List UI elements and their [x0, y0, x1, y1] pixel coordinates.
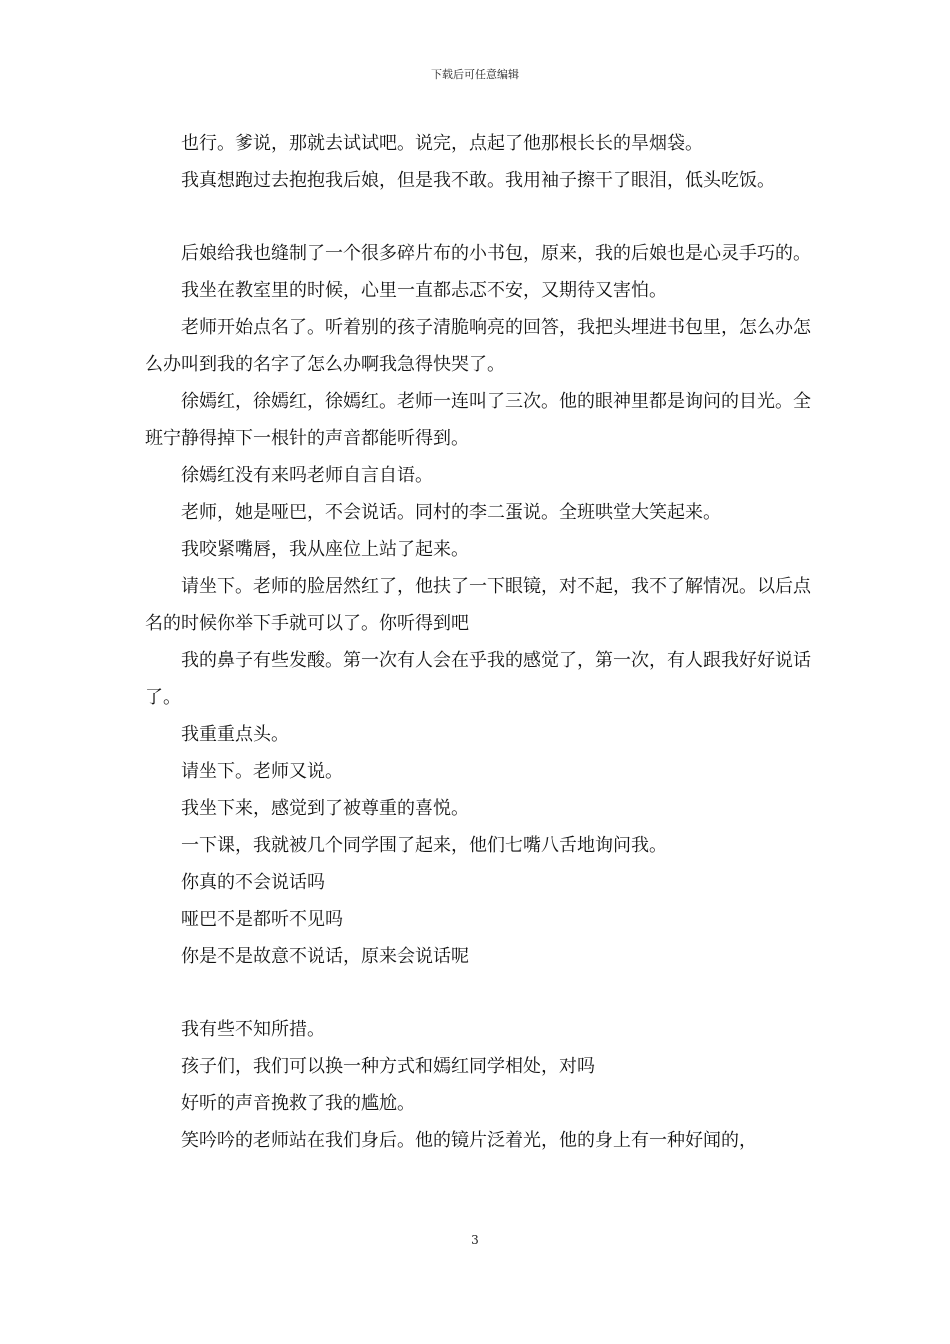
paragraph: 请坐下。老师的脸居然红了，他扶了一下眼镜，对不起，我不了解情况。以后点名的时候你举下手就可以了。你听得到吧	[145, 576, 811, 634]
blank-line	[145, 199, 815, 235]
paragraph: 我坐下来，感觉到了被尊重的喜悦。	[181, 798, 469, 819]
paragraph: 好听的声音挽救了我的尴尬。	[181, 1093, 415, 1114]
paragraph: 后娘给我也缝制了一个很多碎片布的小书包，原来，我的后娘也是心灵手巧的。	[181, 243, 811, 264]
paragraph: 我坐在教室里的时候，心里一直都忐忑不安，又期待又害怕。	[181, 280, 667, 301]
paragraph: 徐嫣红没有来吗老师自言自语。	[181, 465, 433, 486]
paragraph: 我有些不知所措。	[181, 1019, 325, 1040]
paragraph: 你是不是故意不说话，原来会说话呢	[181, 946, 469, 967]
paragraph: 我咬紧嘴唇，我从座位上站了起来。	[181, 539, 469, 560]
paragraph: 请坐下。老师又说。	[181, 761, 343, 782]
paragraph: 徐嫣红，徐嫣红，徐嫣红。老师一连叫了三次。他的眼神里都是询问的目光。全班宁静得掉下一根针的声音都能听得到。	[145, 391, 811, 449]
page-number: 3	[471, 1233, 479, 1247]
paragraph: 一下课，我就被几个同学围了起来，他们七嘴八舌地询问我。	[181, 835, 667, 856]
paragraph: 笑吟吟的老师站在我们身后。他的镜片泛着光，他的身上有一种好闻的，	[181, 1130, 757, 1151]
blank-line	[145, 975, 815, 1011]
paragraph: 我真想跑过去抱抱我后娘，但是我不敢。我用袖子擦干了眼泪，低头吃饭。	[181, 170, 775, 191]
page-header: 下载后可任意编辑	[431, 68, 519, 81]
paragraph: 我重重点头。	[181, 724, 289, 745]
paragraph: 也行。爹说，那就去试试吧。说完，点起了他那根长长的旱烟袋。	[181, 133, 703, 154]
document-body	[145, 125, 815, 1159]
paragraph: 孩子们，我们可以换一种方式和嫣红同学相处，对吗	[181, 1056, 595, 1077]
paragraph: 老师开始点名了。听着别的孩子清脆响亮的回答，我把头埋进书包里，怎么办怎么办叫到我的名字了怎么办啊我急得快哭了。	[145, 317, 811, 375]
paragraph: 老师，她是哑巴，不会说话。同村的李二蛋说。全班哄堂大笑起来。	[181, 502, 721, 523]
paragraph: 哑巴不是都听不见吗	[181, 909, 343, 930]
paragraph: 你真的不会说话吗	[181, 872, 325, 893]
paragraph: 我的鼻子有些发酸。第一次有人会在乎我的感觉了，第一次，有人跟我好好说话了。	[145, 650, 811, 708]
